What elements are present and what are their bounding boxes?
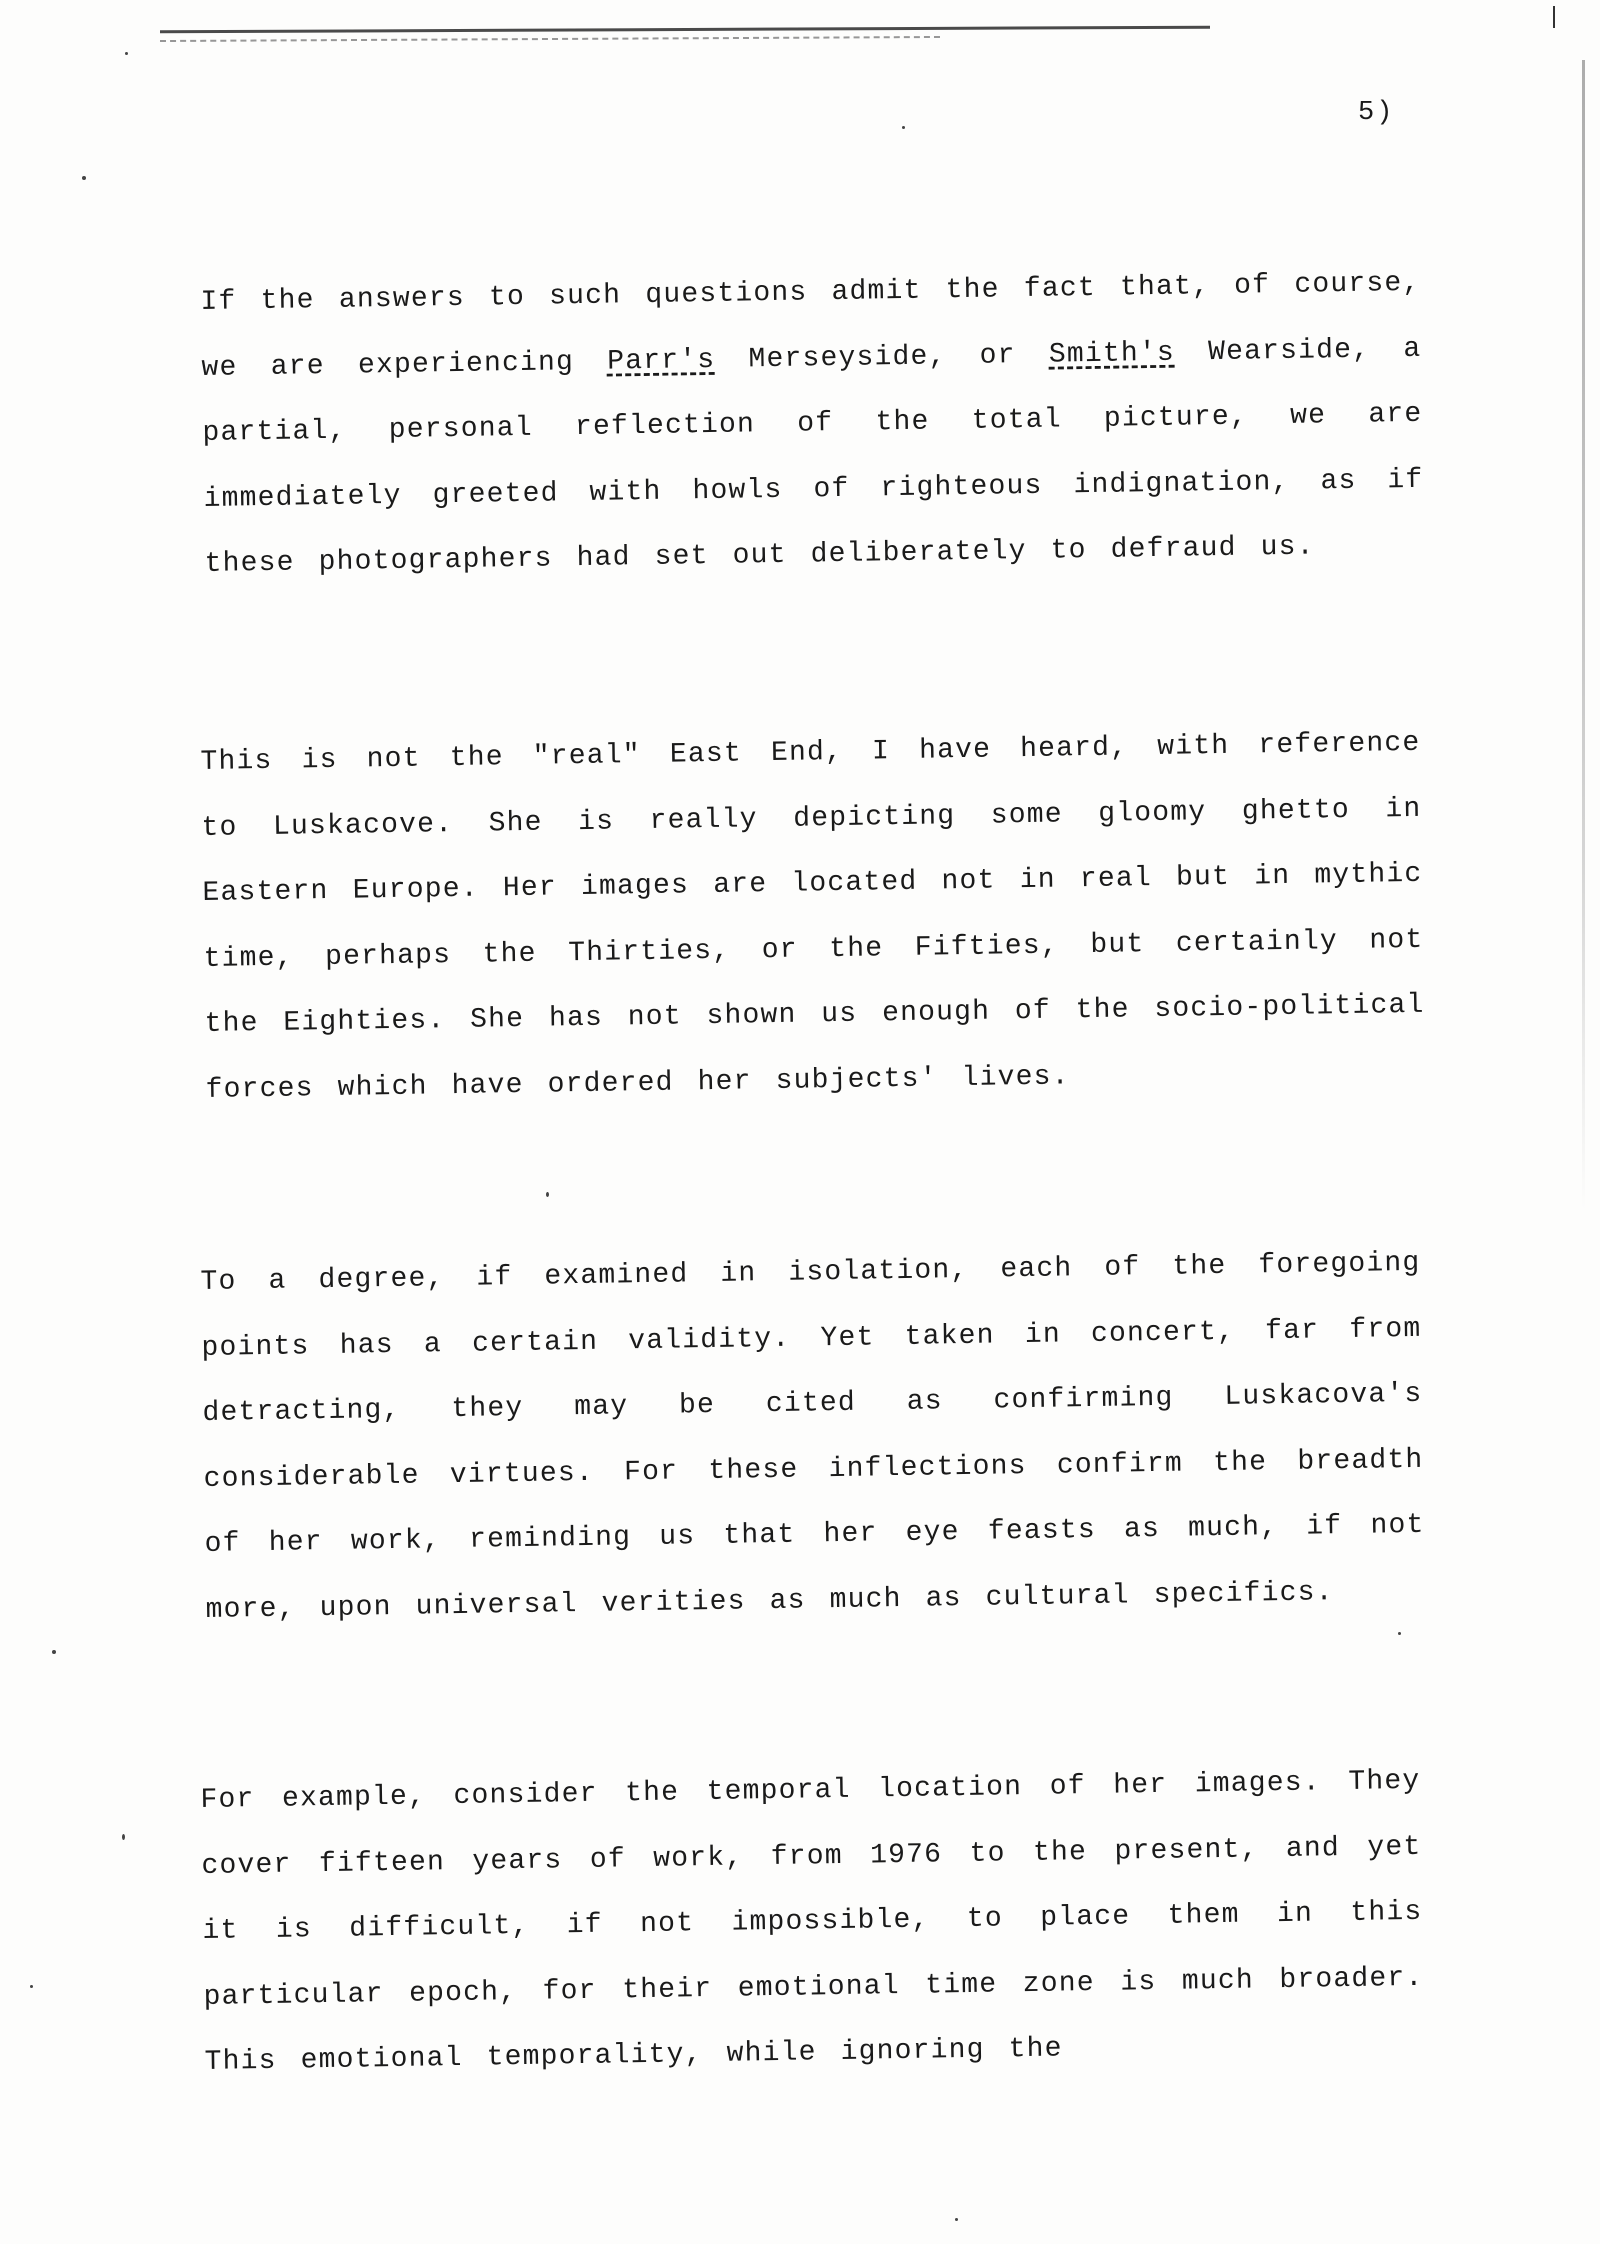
paragraph-4	[200, 1749, 1425, 2096]
top-rule-line	[160, 26, 1210, 34]
underlined-parrs: Parr's	[606, 344, 716, 378]
page-edge-shadow	[1582, 60, 1585, 1210]
scan-speck	[122, 1834, 125, 1840]
paragraph-1-text-end: Wearside, a partial, personal reflection of the total picture, we are immediately greeted with howls of righteous indignation, as if these photographers had set out deliberately to defraud us.	[202, 333, 1424, 580]
top-rule-dashed-line	[160, 36, 940, 42]
underlined-smiths: Smith's	[1048, 337, 1176, 371]
paragraph-1-text-start: If the answers to such questions admit the fact that, of course, we are experiencing	[200, 267, 1421, 384]
scan-speck	[546, 1192, 549, 1197]
scan-speck	[82, 176, 86, 180]
scan-speck	[902, 126, 905, 129]
scan-speck	[125, 52, 128, 55]
scan-speck	[1398, 1632, 1401, 1635]
paragraph-1	[200, 251, 1425, 598]
scan-speck	[52, 1650, 56, 1654]
paragraph-3	[200, 1231, 1426, 1643]
scan-speck	[955, 2218, 958, 2221]
paragraph-1-text-middle: Merseyside, or	[714, 339, 1050, 376]
paragraph-4-text: For example, consider the temporal location of her images. They cover fifteen years of work, from 1976 to the present, and yet it is difficult, if not impossible, to place them in this particular epoch, for their emotional time zone is much broader. This emotional temporality, while ignoring the	[200, 1765, 1424, 2078]
paragraph-3-text: To a degree, if examined in isolation, each of the foregoing points has a certain validity. Yet taken in concert, far from detracting, they may be cited as confirming Luskacova's considerable virtues. For these inflections confirm the breadth of her work, reminding us that her eye feasts as much, if not more, upon universal verities as much as cultural specifics.	[200, 1247, 1425, 1626]
scan-speck	[30, 1985, 33, 1988]
corner-scan-mark	[1553, 6, 1555, 28]
paragraph-2	[200, 711, 1426, 1123]
paragraph-2-text: This is not the "real" East End, I have heard, with reference to Luskacove. She is really depicting some gloomy ghetto in Eastern Europe. Her images are located not in real but in mythic time, perhaps the Thirties, or the Fifties, but certainly not the Eighties. She has not shown us enough of the socio-political forces which have ordered her subjects' lives.	[200, 727, 1425, 1106]
page-number: 5)	[1358, 98, 1395, 128]
